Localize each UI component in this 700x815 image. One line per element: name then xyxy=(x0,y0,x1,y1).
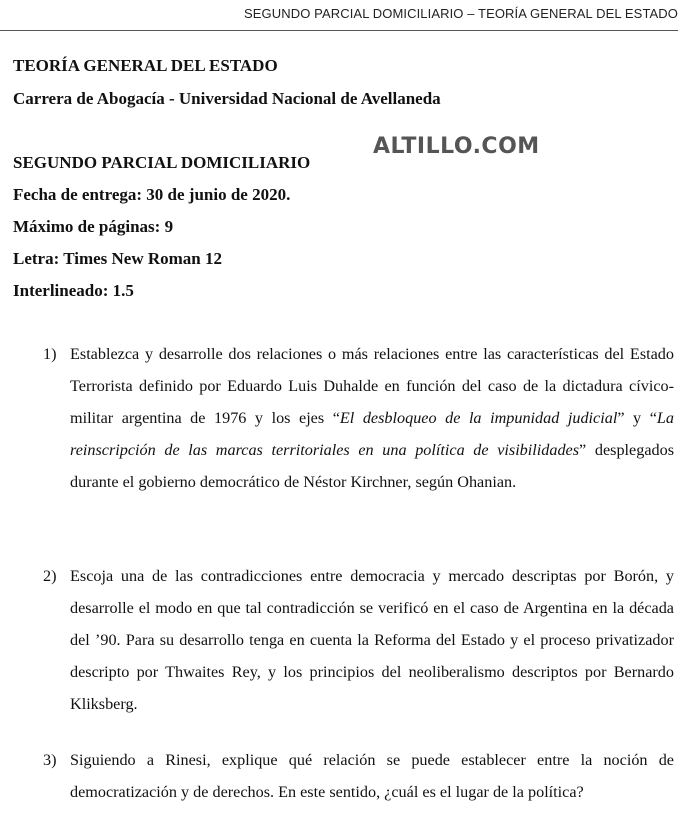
watermark: ALTILLO.COM xyxy=(373,134,540,159)
question-2 xyxy=(43,560,674,720)
line-spacing: Interlineado: 1.5 xyxy=(13,281,134,300)
question-number: 1) xyxy=(43,345,57,363)
italic-axis-1: El desbloqueo de la impunidad judicial xyxy=(339,409,618,427)
question-1 xyxy=(43,338,674,498)
due-date: Fecha de entrega: 30 de junio de 2020. xyxy=(13,185,291,204)
italic-axis-2: La reinscripción de las marcas territoriales en una política de visibilidades xyxy=(70,409,674,459)
course-title: TEORÍA GENERAL DEL ESTADO xyxy=(13,56,278,75)
course-subtitle: Carrera de Abogacía - Universidad Nacional de Avellaneda xyxy=(13,89,441,108)
question-text: Establezca y desarrolle dos relaciones o más relaciones entre las características del Estado Terrorista definido por Eduardo Luis Duhalde en función del caso de la dictadura cívico-militar argentina de 1976 y los ejes “El desbloqueo de la impunidad judicial” y “La reinscripción de las marcas territoriales en una política de visibilidades” desplegados durante el gobierno democrático de Néstor Kirchner, según Ohanian. xyxy=(70,345,674,491)
question-number: 3) xyxy=(43,751,57,769)
running-header: SEGUNDO PARCIAL DOMICILIARIO – TEORÍA GENERAL DEL ESTADO xyxy=(244,6,678,21)
question-text: Escoja una de las contradicciones entre democracia y mercado descriptas por Borón, y desarrolle el modo en que tal contradicción se verificó en el caso de Argentina en la década del ’90. Para su desarrollo tenga en cuenta la Reforma del Estado y el proceso privatizador descripto por Thwaites Rey, y los principios del neoliberalismo descriptos por Bernardo Kliksberg. xyxy=(70,567,674,713)
font-requirement: Letra: Times New Roman 12 xyxy=(13,249,223,268)
question-number: 2) xyxy=(43,567,57,585)
exam-title: SEGUNDO PARCIAL DOMICILIARIO xyxy=(13,153,311,172)
max-pages: Máximo de páginas: 9 xyxy=(13,217,174,236)
question-text: Siguiendo a Rinesi, explique qué relación se puede establecer entre la noción de democratización y de derechos. En este sentido, ¿cuál es el lugar de la política? xyxy=(70,751,674,801)
header-rule xyxy=(0,30,678,31)
question-3 xyxy=(43,744,674,808)
